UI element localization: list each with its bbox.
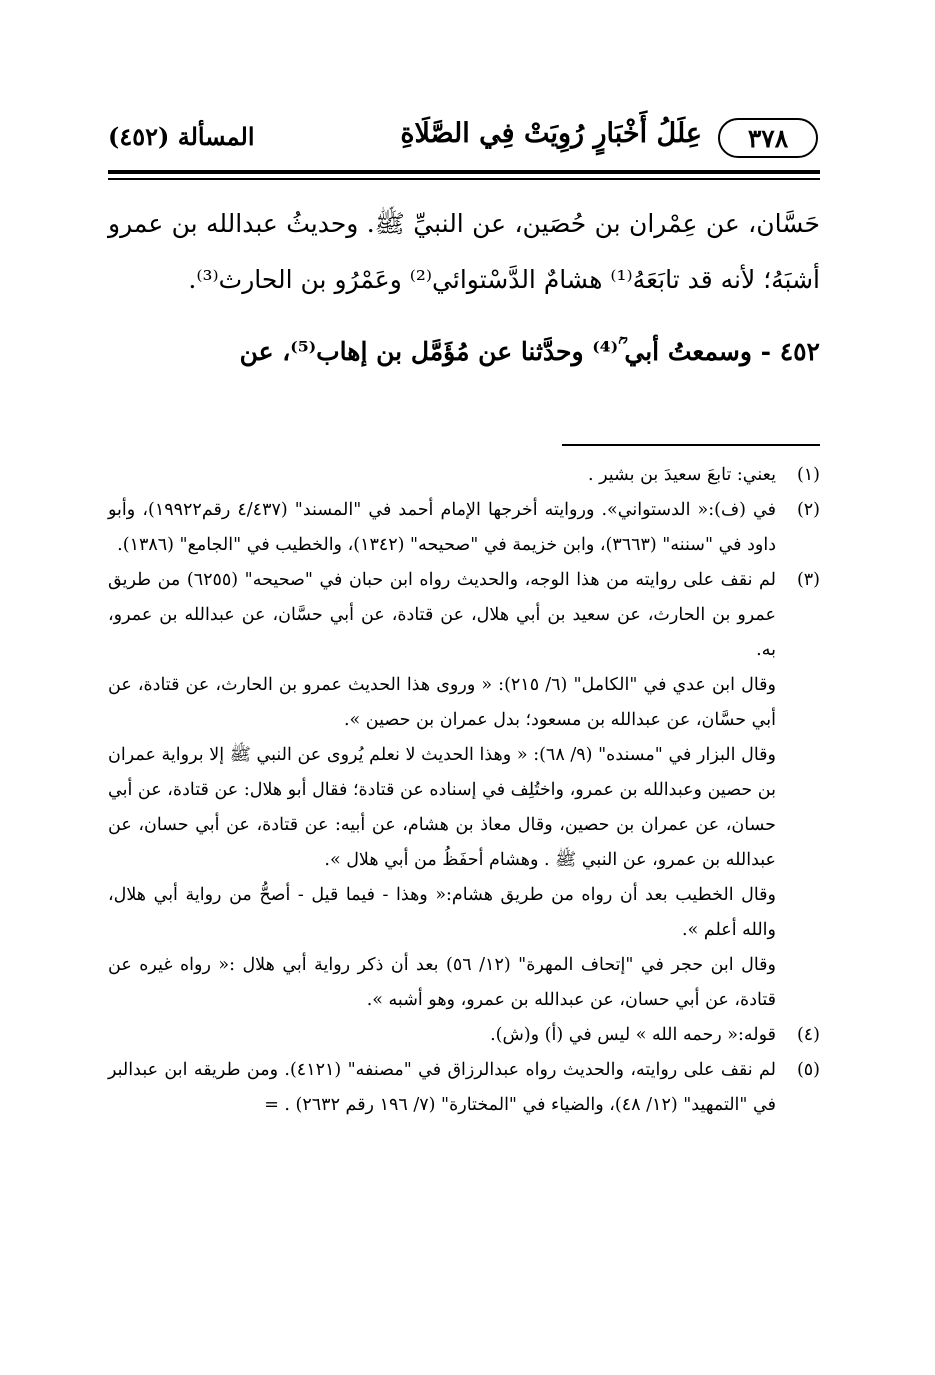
footnote-number: (١): [796, 465, 820, 485]
header-rule-thick: [108, 170, 820, 174]
footnote-number: (٢): [796, 500, 820, 520]
footnote-text: لم نقف على روايته، والحديث رواه عبدالرزاق في "مصنفه" (٤١٢١). ومن طريقه ابن عبدالبر في "التمهيد" (١٢/ ٤٨)، والضياء في "المختارة" (٧/ ١٩٦ رقم ٢٦٣٢) . =: [108, 1060, 776, 1115]
footnote-3: [108, 563, 820, 1018]
footnote-5: [108, 1053, 820, 1123]
main-paragraph-2: ٤٥٢ - وسمعتُ أبي ؒ⁽⁴⁾ وحدَّثنا عن مُؤَمَّل بن إهاب⁽⁵⁾، عن: [239, 337, 820, 366]
footnote-text: قوله:« رحمه الله » ليس في (أ) و(ش).: [490, 1025, 776, 1045]
footnote-text: لم نقف على روايته من هذا الوجه، والحديث رواه ابن حبان في "صحيحه" (٦٢٥٥) من طريق عمرو بن الحارث، عن سعيد بن أبي هلال، عن قتادة، عن أبي حسَّان، عن عبدالله بن عمرو، به.: [108, 570, 776, 660]
footnote-text: في (ف):« الدستواني». وروايته أخرجها الإمام أحمد في "المسند" (٤/٤٣٧ رقم١٩٩٢٢)، وأبو داود في "سننه" (٣٦٦٣)، وابن خزيمة في "صحيحه" (١٣٤٢)، والخطيب في "الجامع" (١٣٨٦).: [108, 500, 776, 555]
main-text: [108, 196, 820, 380]
main-paragraph-1: حَسَّان، عن عِمْران بن حُصَين، عن النبيِّ ﷺ. وحديثُ عبدالله بن عمرو أشبَهُ؛ لأنه قد تابَعَهُ⁽¹⁾ هشامٌ الدَّسْتوائي⁽²⁾ وعَمْرُو بن الحارث⁽³⁾.: [108, 209, 820, 294]
footnote-text: يعني: تابعَ سعيدَ بن بشير .: [587, 465, 776, 485]
footnote-text: وقال البزار في "مسنده" (٩/ ٦٨): « وهذا الحديث لا نعلم يُروى عن النبي ﷺ إلا برواية عمران بن حصين وعبدالله بن عمرو، واختُلِف في إسناده عن قتادة؛ فقال أبو هلال: عن قتادة، عن أبي حسان، عن عمران بن حصين، وقال معاذ بن هشام، عن أبيه: عن قتادة، عن أبي حسان، عن عبدالله بن عمرو، عن النبي ﷺ . وهشام أحفَظُ من أبي هلال ».: [108, 745, 776, 870]
footnote-number: (٣): [796, 570, 820, 590]
footnote-number: (٤): [796, 1025, 820, 1045]
footnote-1: [108, 458, 820, 493]
footnote-4: [108, 1018, 820, 1053]
book-title: عِلَلُ أَخْبَارٍ رُوِيَتْ فِي الصَّلَاةِ: [400, 118, 702, 149]
page-number-badge: ٣٧٨: [718, 118, 818, 158]
footnote-text: وقال ابن حجر في "إتحاف المهرة" (١٢/ ٥٦) بعد أن ذكر رواية أبي هلال :« رواه غيره عن قتادة، عن أبي حسان، عن عبدالله بن عمرو، وهو أشبه ».: [108, 955, 776, 1010]
header-rule-thin: [108, 178, 820, 180]
issue-label: المسألة (٤٥٢): [108, 122, 255, 151]
footnote-number: (٥): [796, 1060, 820, 1080]
footnote-2: [108, 493, 820, 563]
footnote-text: وقال ابن عدي في "الكامل" (٦/ ٢١٥): « وروى هذا الحديث عمرو بن الحارث، عن قتادة، عن أبي حسَّان، عن عبدالله بن مسعود؛ بدل عمران بن حصين ».: [108, 675, 776, 730]
footnote-text: وقال الخطيب بعد أن رواه من طريق هشام:« وهذا - فيما قيل - أصحُّ من رواية أبي هلال، والله أعلم ».: [108, 885, 776, 940]
page-header: [108, 112, 818, 168]
footnote-separator: [562, 444, 820, 446]
footnotes: [108, 458, 820, 1123]
